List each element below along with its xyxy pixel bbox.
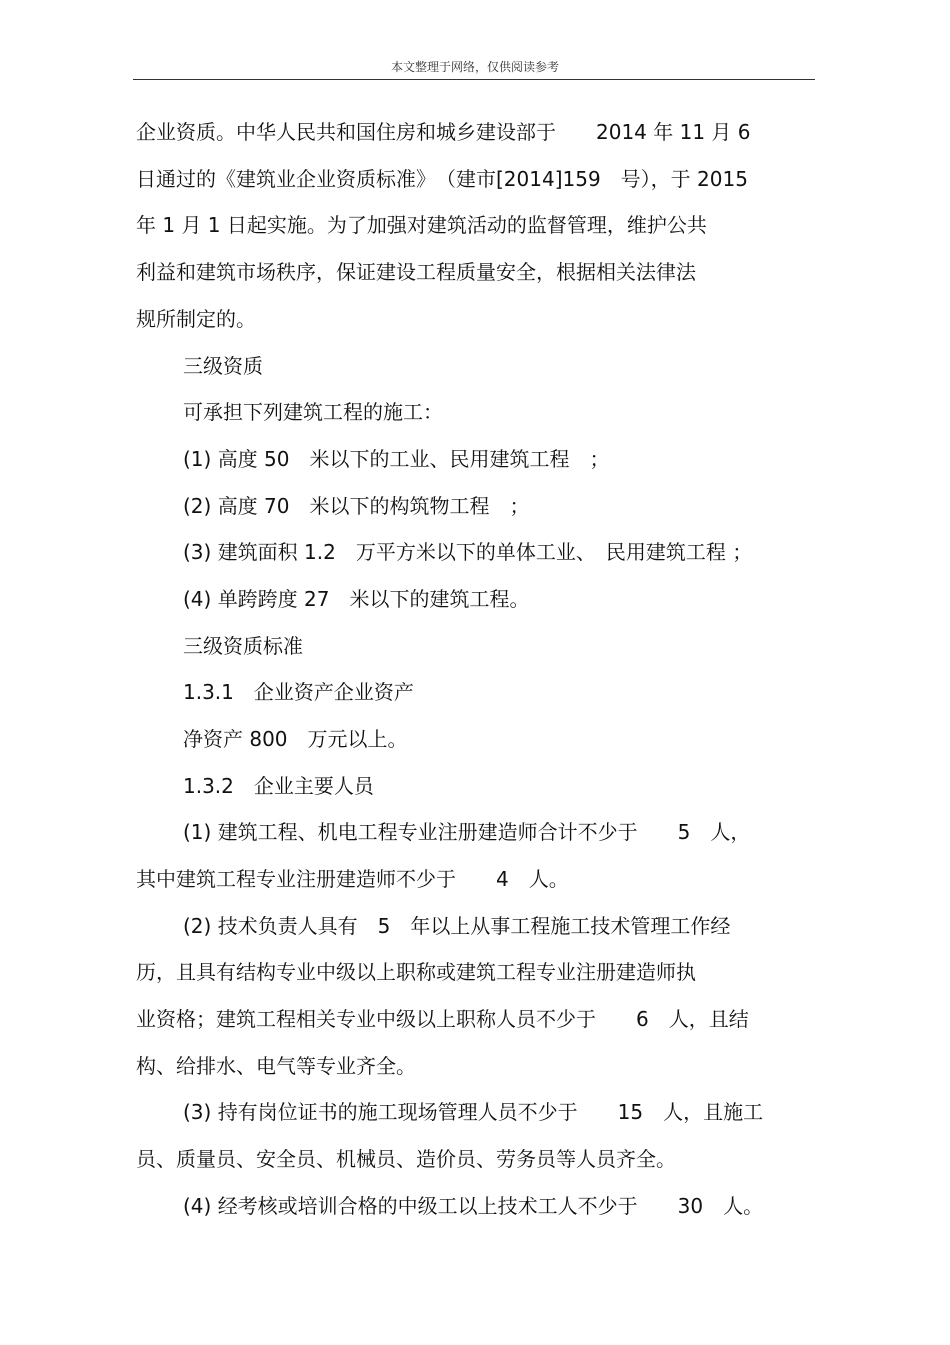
subsection-heading: 1.3.1 企业资产企业资产	[183, 680, 414, 704]
page-header: 本文整理于网络，仅供阅读参考	[390, 60, 559, 74]
body-line: 规所制定的。	[136, 307, 256, 331]
body-line: 业资格；建筑工程相关专业中级以上职称人员不少于 6 人，且结	[136, 1007, 749, 1031]
body-line: 净资产 800 万元以上。	[183, 727, 408, 751]
list-item: (1) 高度 50 米以下的工业、民用建筑工程 ；	[183, 447, 610, 471]
body-line: 员、质量员、安全员、机械员、造价员、劳务员等人员齐全。	[136, 1147, 676, 1171]
list-item: (1) 建筑工程、机电工程专业注册建造师合计不少于 5 人，	[183, 820, 751, 844]
body-line: 构、给排水、电气等专业齐全。	[136, 1054, 416, 1078]
list-item: (3) 持有岗位证书的施工现场管理人员不少于 15 人，且施工	[183, 1100, 764, 1124]
body-line: 其中建筑工程专业注册建造师不少于 4 人。	[136, 867, 569, 891]
section-heading: 三级资质	[183, 354, 263, 378]
body-line: 年 1 月 1 日起实施。为了加强对建筑活动的监督管理，维护公共	[136, 213, 707, 237]
list-item: (2) 高度 70 米以下的构筑物工程 ；	[183, 494, 530, 518]
body-line: 历，且具有结构专业中级以上职称或建筑工程专业注册建造师执	[136, 960, 696, 984]
body-line: 可承担下列建筑工程的施工：	[183, 400, 443, 424]
list-item: (3) 建筑面积 1.2 万平方米以下的单体工业、 民用建筑工程 ；	[183, 540, 753, 564]
body-line: 企业资质。中华人民共和国住房和城乡建设部于 2014 年 11 月 6	[136, 120, 751, 144]
section-heading: 三级资质标准	[183, 634, 303, 658]
list-item: (2) 技术负责人具有 5 年以上从事工程施工技术管理工作经	[183, 914, 731, 938]
list-item: (4) 单跨跨度 27 米以下的建筑工程。	[183, 587, 530, 611]
body-line: 日通过的《建筑业企业资质标准》 （建市[2014]159 号），于 2015	[136, 167, 748, 191]
body-line: 利益和建筑市场秩序，保证建设工程质量安全，根据相关法律法	[136, 260, 696, 284]
subsection-heading: 1.3.2 企业主要人员	[183, 774, 374, 798]
list-item: (4) 经考核或培训合格的中级工以上技术工人不少于 30 人。	[183, 1194, 764, 1218]
